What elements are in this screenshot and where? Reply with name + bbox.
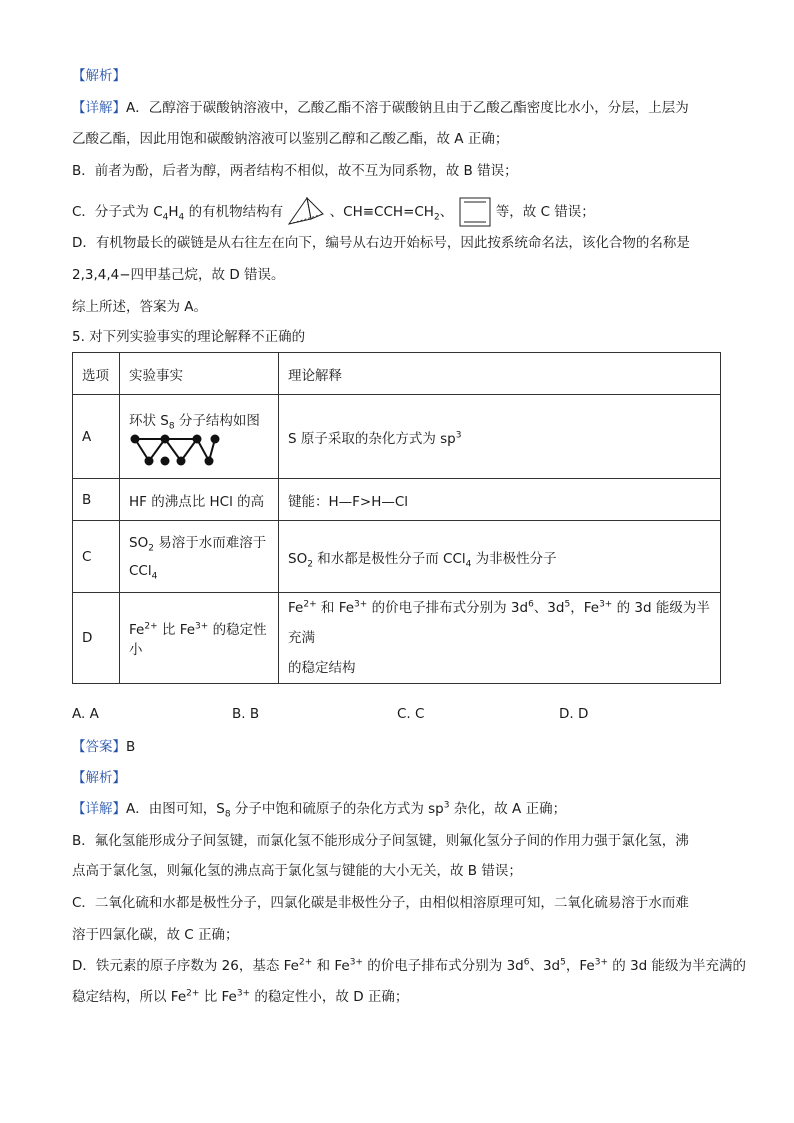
detail-D-line1: D．有机物最长的碳链是从右往左在向下，编号从右边开始标号，因此按系统命名法，该化合物的名称是 bbox=[72, 235, 690, 251]
option-A: A bbox=[73, 395, 120, 479]
analysis2-D-line2: 稳定结构，所以 $Fe^{2+}$ 比 $Fe^{3+}$ 的稳定性小，故 D 正确； bbox=[72, 988, 409, 1005]
answer-value: B bbox=[126, 739, 136, 755]
analysis2-D-line1: D．铁元素的原子序数为 26，基态 $Fe^{2+}$ 和 $Fe^{3+}$ 的价电子排布式分别为 $3d^6$、$3d^5$，$Fe^{3+}$ 的 3d 能级为半充满的 bbox=[72, 957, 747, 974]
option-choice-C: C. C bbox=[397, 706, 425, 722]
summary-line: 综上所述，答案为 A。 bbox=[72, 299, 208, 315]
table-row-A bbox=[73, 395, 721, 479]
option-choice-D: D. D bbox=[559, 706, 589, 722]
question5-stem: 5. 对下列实验事实的理论解释不正确的 bbox=[72, 329, 306, 345]
fact-B: HF 的沸点比 HCl 的高 bbox=[120, 479, 279, 521]
analysis2-A-line: 【详解】A．由图可知，$S_8$ 分子中饱和硫原子的杂化方式为 $sp^3$ 杂化，故 A 正确； bbox=[72, 800, 567, 820]
theory-C: $SO_2$ 和水都是极性分子而 CCl$_4$ 为非极性分子 bbox=[279, 521, 721, 593]
detail-label: 【详解】 bbox=[72, 100, 126, 116]
analysis2-header: 【解析】 bbox=[72, 770, 126, 786]
fact-D: $Fe^{2+}$ 比 $Fe^{3+}$ 的稳定性小 bbox=[120, 593, 279, 684]
option-C: C bbox=[73, 521, 120, 593]
detail-A-line2: 乙酸乙酯，因此用饱和碳酸钠溶液可以鉴别乙醇和乙酸乙酯，故 A 正确； bbox=[72, 131, 509, 147]
detail-B-line: B．前者为酚，后者为醇，两者结构不相似，故不互为同系物，故 B 错误； bbox=[72, 163, 518, 179]
theory-A: S 原子采取的杂化方式为 $sp^3$ bbox=[279, 395, 721, 479]
analysis2-B-line1: B．氟化氢能形成分子间氢键，而氯化氢不能形成分子间氢键，则氟化氢分子间的作用力强于氯化氢，沸 bbox=[72, 833, 689, 849]
theory-D: $Fe^{2+}$ 和 $Fe^{3+}$ 的价电子排布式分别为 $3d^6$、$3d^5$，$Fe^{3+}$ 的 3d 能级为半充满 的稳定结构 bbox=[279, 593, 721, 684]
s8-ring-structure-icon bbox=[129, 433, 221, 467]
detail-D-line2: 2,3,4,4−四甲基己烷，故 D 错误。 bbox=[72, 267, 285, 283]
table-header-row bbox=[73, 353, 721, 395]
analysis2-C-line1: C．二氧化硫和水都是极性分子，四氯化碳是非极性分子，由相似相溶原理可知，二氧化硫易溶于水而难 bbox=[72, 895, 689, 911]
fact-A: 环状 $S_8$ 分子结构如图 bbox=[120, 395, 279, 479]
header-fact: 实验事实 bbox=[120, 353, 279, 395]
header-theory: 理论解释 bbox=[279, 353, 721, 395]
answer-label: 【答案】 bbox=[72, 739, 126, 755]
detail-A-line1: 【详解】A．乙醇溶于碳酸钠溶液中，乙酸乙酯不溶于碳酸钠且由于乙酸乙酯密度比水小，分层，上层为 bbox=[72, 100, 689, 116]
table-row-B bbox=[73, 479, 721, 521]
analysis-header: 【解析】 bbox=[72, 68, 126, 84]
option-choice-B: B. B bbox=[232, 706, 260, 722]
detail-C-line: C．分子式为 $C_4H_4$ 的有机物结构有 、$CH\equiv CCH=CH_2$、 等，故 C 错误； bbox=[72, 196, 732, 228]
answer-line bbox=[72, 737, 732, 757]
analysis2-C-line2: 溶于四氯化碳，故 C 正确； bbox=[72, 927, 239, 943]
option-choice-A: A. A bbox=[72, 706, 99, 722]
question5-table bbox=[72, 352, 721, 684]
cyclobutadiene-structure-icon bbox=[458, 196, 492, 228]
theory-B: 键能：H—F>H—Cl bbox=[279, 479, 721, 521]
analysis2-B-line2: 点高于氯化氢，则氟化氢的沸点高于氯化氢与键能的大小无关，故 B 错误； bbox=[72, 863, 522, 879]
tetrahedrane-structure-icon bbox=[287, 197, 325, 227]
table-row-D bbox=[73, 593, 721, 684]
option-B: B bbox=[73, 479, 120, 521]
option-D: D bbox=[73, 593, 120, 684]
fact-C: $SO_2$ 易溶于水而难溶于 CCl$_4$ bbox=[120, 521, 279, 593]
detail-label-2: 【详解】 bbox=[72, 801, 126, 817]
header-option: 选项 bbox=[73, 353, 120, 395]
table-row-C bbox=[73, 521, 721, 593]
